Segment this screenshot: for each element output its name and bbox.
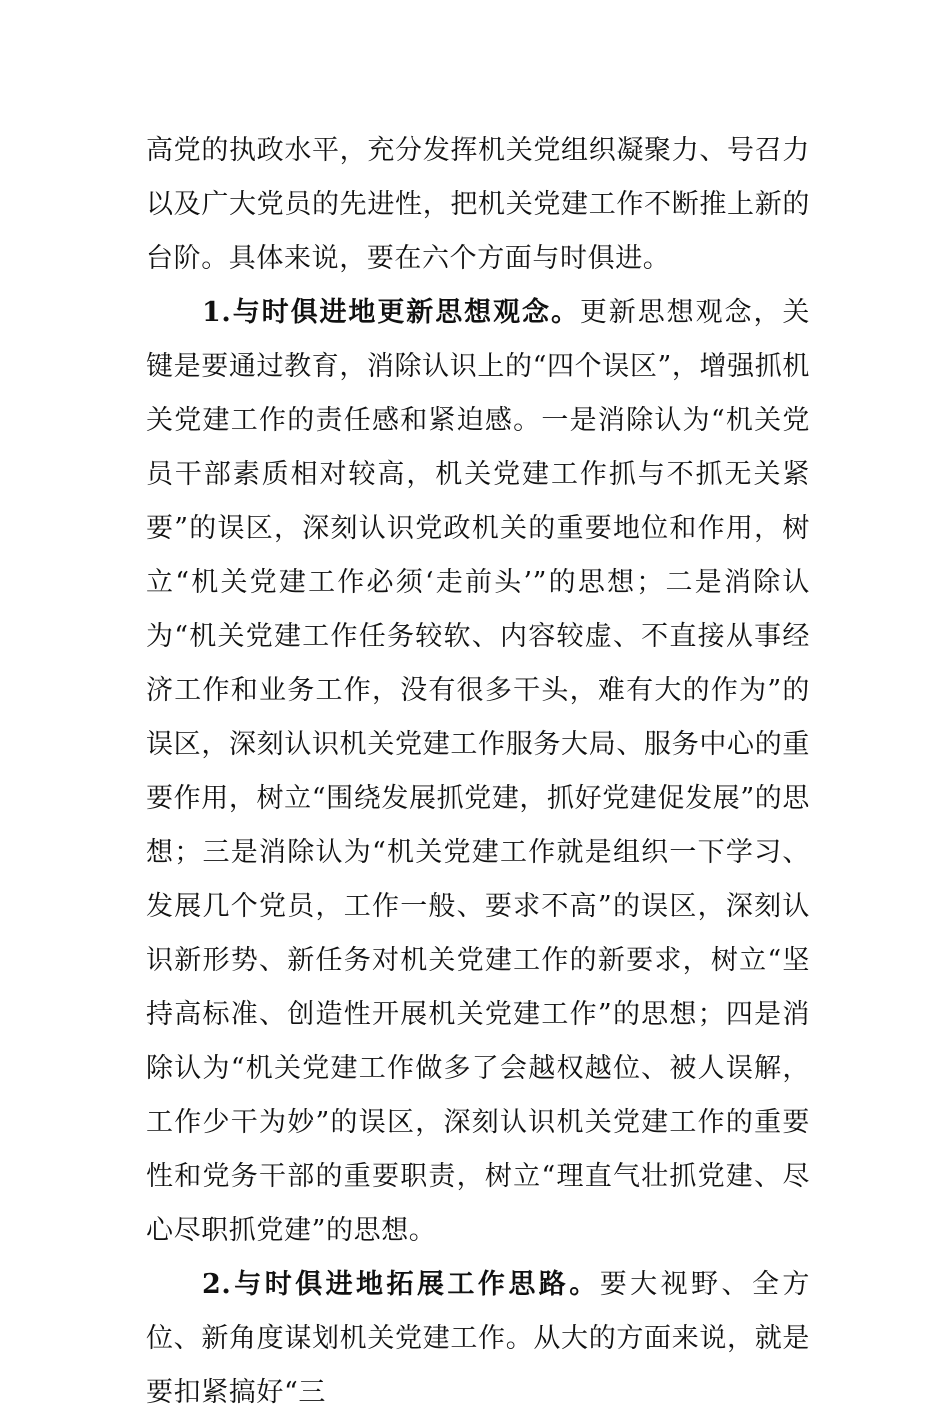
paragraph-text: 高党的执政水平，充分发挥机关党组织凝聚力、号召力以及广大党员的先进性，把机关党建工作不断推上新的台阶。具体来说，要在六个方面与时俱进。 [146, 135, 810, 274]
section-heading: 1.与时俱进地更新思想观念。 [202, 297, 580, 328]
section-heading: 2.与时俱进地拓展工作思路。 [202, 1269, 600, 1300]
paragraph-text: 要大视野、全方位、新角度谋划机关党建工作。从大的方面来说，就是要扣紧搞好“三 [146, 1269, 811, 1408]
document-body [146, 124, 810, 1420]
paragraph-section-1 [146, 286, 810, 1258]
paragraph-text: 更新思想观念，关键是要通过教育，消除认识上的“四个误区”，增强抓机关党建工作的责任感和紧迫感。一是消除认为“机关党员干部素质相对较高，机关党建工作抓与不抓无关紧要”的误区，深刻认识党政机关的重要地位和作用，树立“机关党建工作必须‘走前头’”的思想；二是消除认为“机关党建工作任务较软、内容较虚、不直接从事经济工作和业务工作，没有很多干头，难有大的作为”的误区，深刻认识机关党建工作服务大局、服务中心的重要作用，树立“围绕发展抓党建，抓好党建促发展”的思想；三是消除认为“机关党建工作就是组织一下学习、发展几个党员，工作一般、要求不高”的误区，深刻认识新形势、新任务对机关党建工作的新要求，树立“坚持高标准、创造性开展机关党建工作”的思想；四是消除认为“机关党建工作做多了会越权越位、被人误解，工作少干为妙”的误区，深刻认识机关党建工作的重要性和党务干部的重要职责，树立“理直气壮抓党建、尽心尽职抓党建”的思想。 [146, 297, 810, 1246]
paragraph-continuation [146, 124, 810, 286]
paragraph-section-2 [146, 1258, 810, 1420]
